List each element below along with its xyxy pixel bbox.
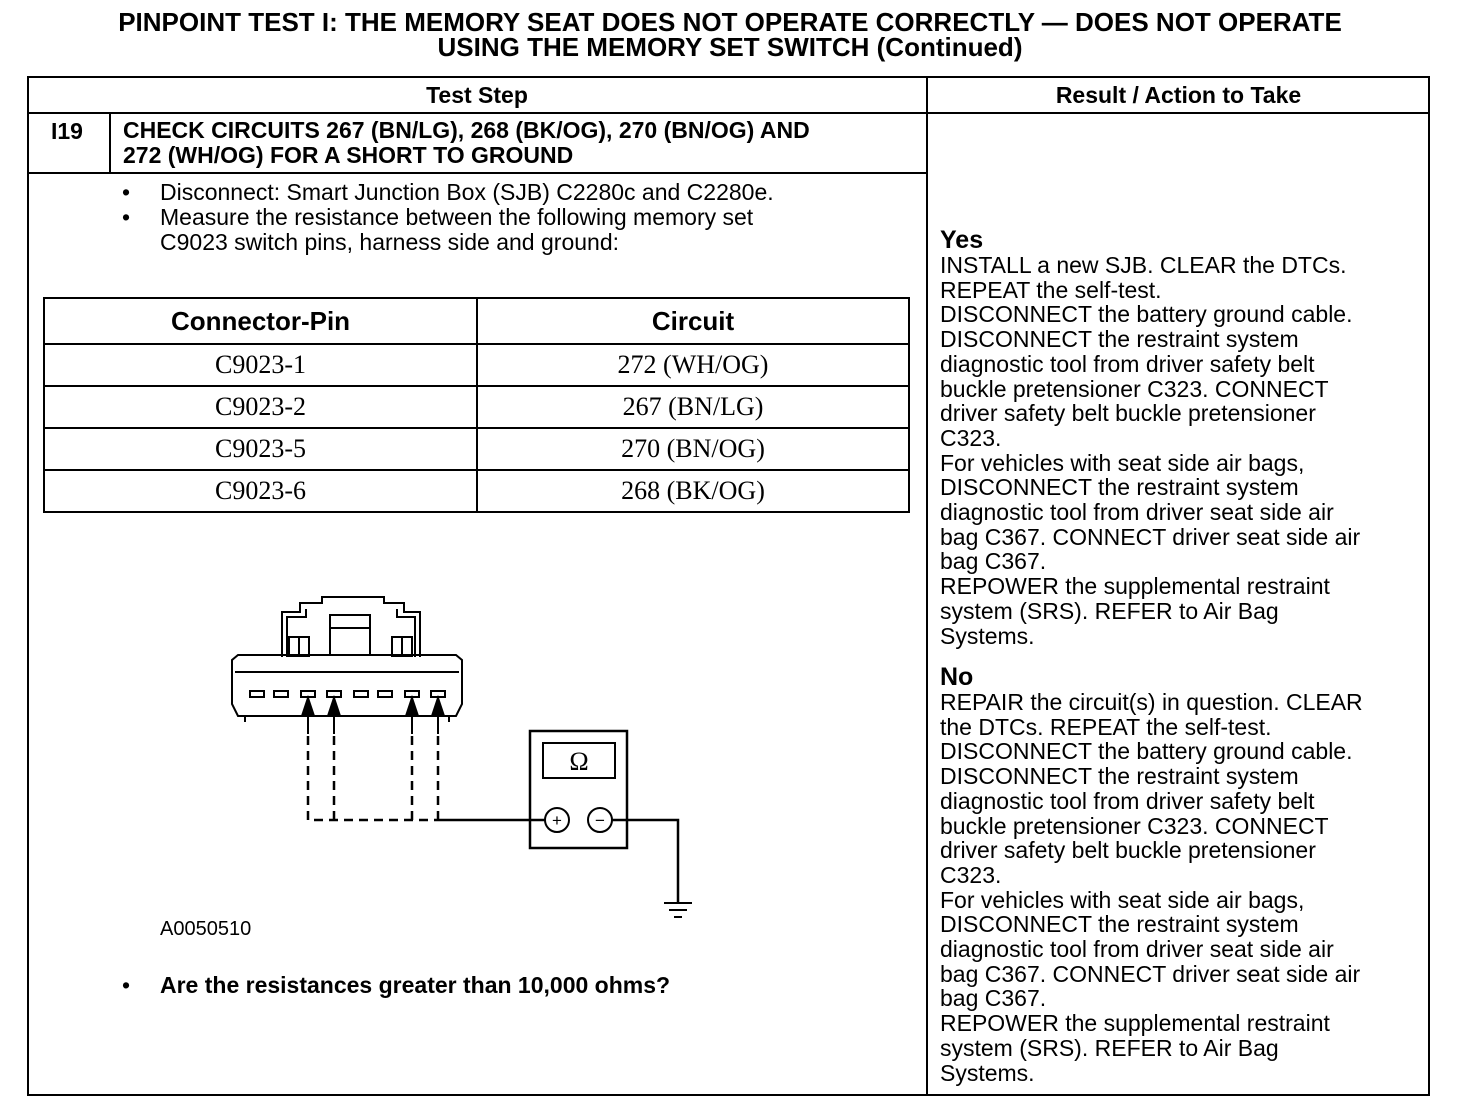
circuit-header: Circuit [477, 298, 909, 344]
yes-line: bag C367. CONNECT driver seat side air [940, 523, 1361, 550]
yes-line: driver safety belt buckle pretensioner [940, 400, 1316, 427]
yes-line: DISCONNECT the restraint system [940, 474, 1299, 501]
no-line: DISCONNECT the restraint system [940, 911, 1299, 938]
no-line: diagnostic tool from driver seat side air [940, 936, 1334, 963]
yes-line: bag C367. [940, 548, 1047, 575]
ohm-symbol: Ω [569, 747, 589, 776]
instruction-measure-line-2: C9023 switch pins, harness side and ground: [160, 229, 620, 255]
no-line: system (SRS). REFER to Air Bag [940, 1034, 1279, 1061]
resistance-question-text: Are the resistances greater than 10,000 ohms? [160, 972, 671, 998]
no-line: For vehicles with seat side air bags, [940, 886, 1305, 913]
no-line: diagnostic tool from driver safety belt [940, 787, 1315, 814]
negative-terminal-label: − [595, 811, 605, 830]
no-line: REPAIR the circuit(s) in question. CLEAR [940, 689, 1363, 715]
circuit-cell: 268 (BK/OG) [477, 470, 909, 512]
yes-line: REPEAT the self-test. [940, 276, 1162, 303]
title-line-2: USING THE MEMORY SET SWITCH (Continued) [437, 32, 1023, 62]
no-line: DISCONNECT the restraint system [940, 763, 1299, 790]
ohmmeter [530, 731, 627, 848]
connector-pin-cell: C9023-1 [44, 344, 477, 386]
yes-line: C323. [940, 424, 1002, 451]
no-line: buckle pretensioner C323. CONNECT [940, 812, 1329, 839]
positive-terminal-label: + [552, 811, 562, 830]
no-line: Systems. [940, 1059, 1035, 1086]
yes-line: DISCONNECT the battery ground cable. [940, 301, 1353, 328]
no-line: C323. [940, 861, 1002, 888]
no-line: bag C367. [940, 985, 1047, 1012]
connector-pin-cell: C9023-6 [44, 470, 477, 512]
yes-line: INSTALL a new SJB. CLEAR the DTCs. [940, 252, 1347, 278]
no-line: REPOWER the supplemental restraint [940, 1010, 1330, 1037]
connector-pin-header: Connector-Pin [44, 298, 477, 344]
no-line: DISCONNECT the battery ground cable. [940, 738, 1353, 765]
connector-pin-cell: C9023-5 [44, 428, 477, 470]
yes-line: system (SRS). REFER to Air Bag [940, 597, 1279, 624]
test-step-header: Test Step [426, 82, 528, 108]
circuit-cell: 272 (WH/OG) [477, 344, 909, 386]
ground-icon [664, 903, 692, 917]
yes-line: diagnostic tool from driver safety belt [940, 350, 1315, 377]
figure-id: A0050510 [160, 918, 252, 940]
circuit-cell: 270 (BN/OG) [477, 428, 909, 470]
yes-line: Systems. [940, 622, 1035, 649]
circuit-cell: 267 (BN/LG) [477, 386, 909, 428]
result-yes [940, 227, 1420, 648]
instruction-disconnect: • Disconnect: Smart Junction Box (SJB) C2280c and C2280e. [120, 180, 910, 205]
instruction-measure-line-1: • Measure the resistance between the following memory set [160, 204, 754, 230]
yes-label: Yes [940, 226, 984, 254]
c9023-connector-illustration [232, 597, 462, 722]
yes-line: For vehicles with seat side air bags, [940, 449, 1305, 476]
connector-pin-cell: C9023-2 [44, 386, 477, 428]
no-label: No [940, 663, 974, 691]
yes-line: diagnostic tool from driver seat side air [940, 499, 1334, 526]
resistance-question [120, 972, 670, 999]
step-number: I19 [51, 118, 83, 144]
yes-line: buckle pretensioner C323. CONNECT [940, 375, 1329, 402]
result-no [940, 664, 1420, 1085]
step-title-line-1: CHECK CIRCUITS 267 (BN/LG), 268 (BK/OG), 270 (BN/OG) AND [123, 117, 810, 143]
no-line: bag C367. CONNECT driver seat side air [940, 960, 1361, 987]
no-line: the DTCs. REPEAT the self-test. [940, 713, 1272, 740]
test-leads [308, 736, 678, 902]
yes-line: REPOWER the supplemental restraint [940, 573, 1330, 600]
result-action-header: Result / Action to Take [1055, 82, 1302, 108]
title-line-1: PINPOINT TEST I: THE MEMORY SEAT DOES NOT OPERATE CORRECTLY — DOES NOT OPERATE [118, 7, 1342, 37]
no-line: driver safety belt buckle pretensioner [940, 837, 1316, 864]
step-title-line-2: 272 (WH/OG) FOR A SHORT TO GROUND [123, 142, 574, 168]
yes-line: DISCONNECT the restraint system [940, 326, 1299, 353]
